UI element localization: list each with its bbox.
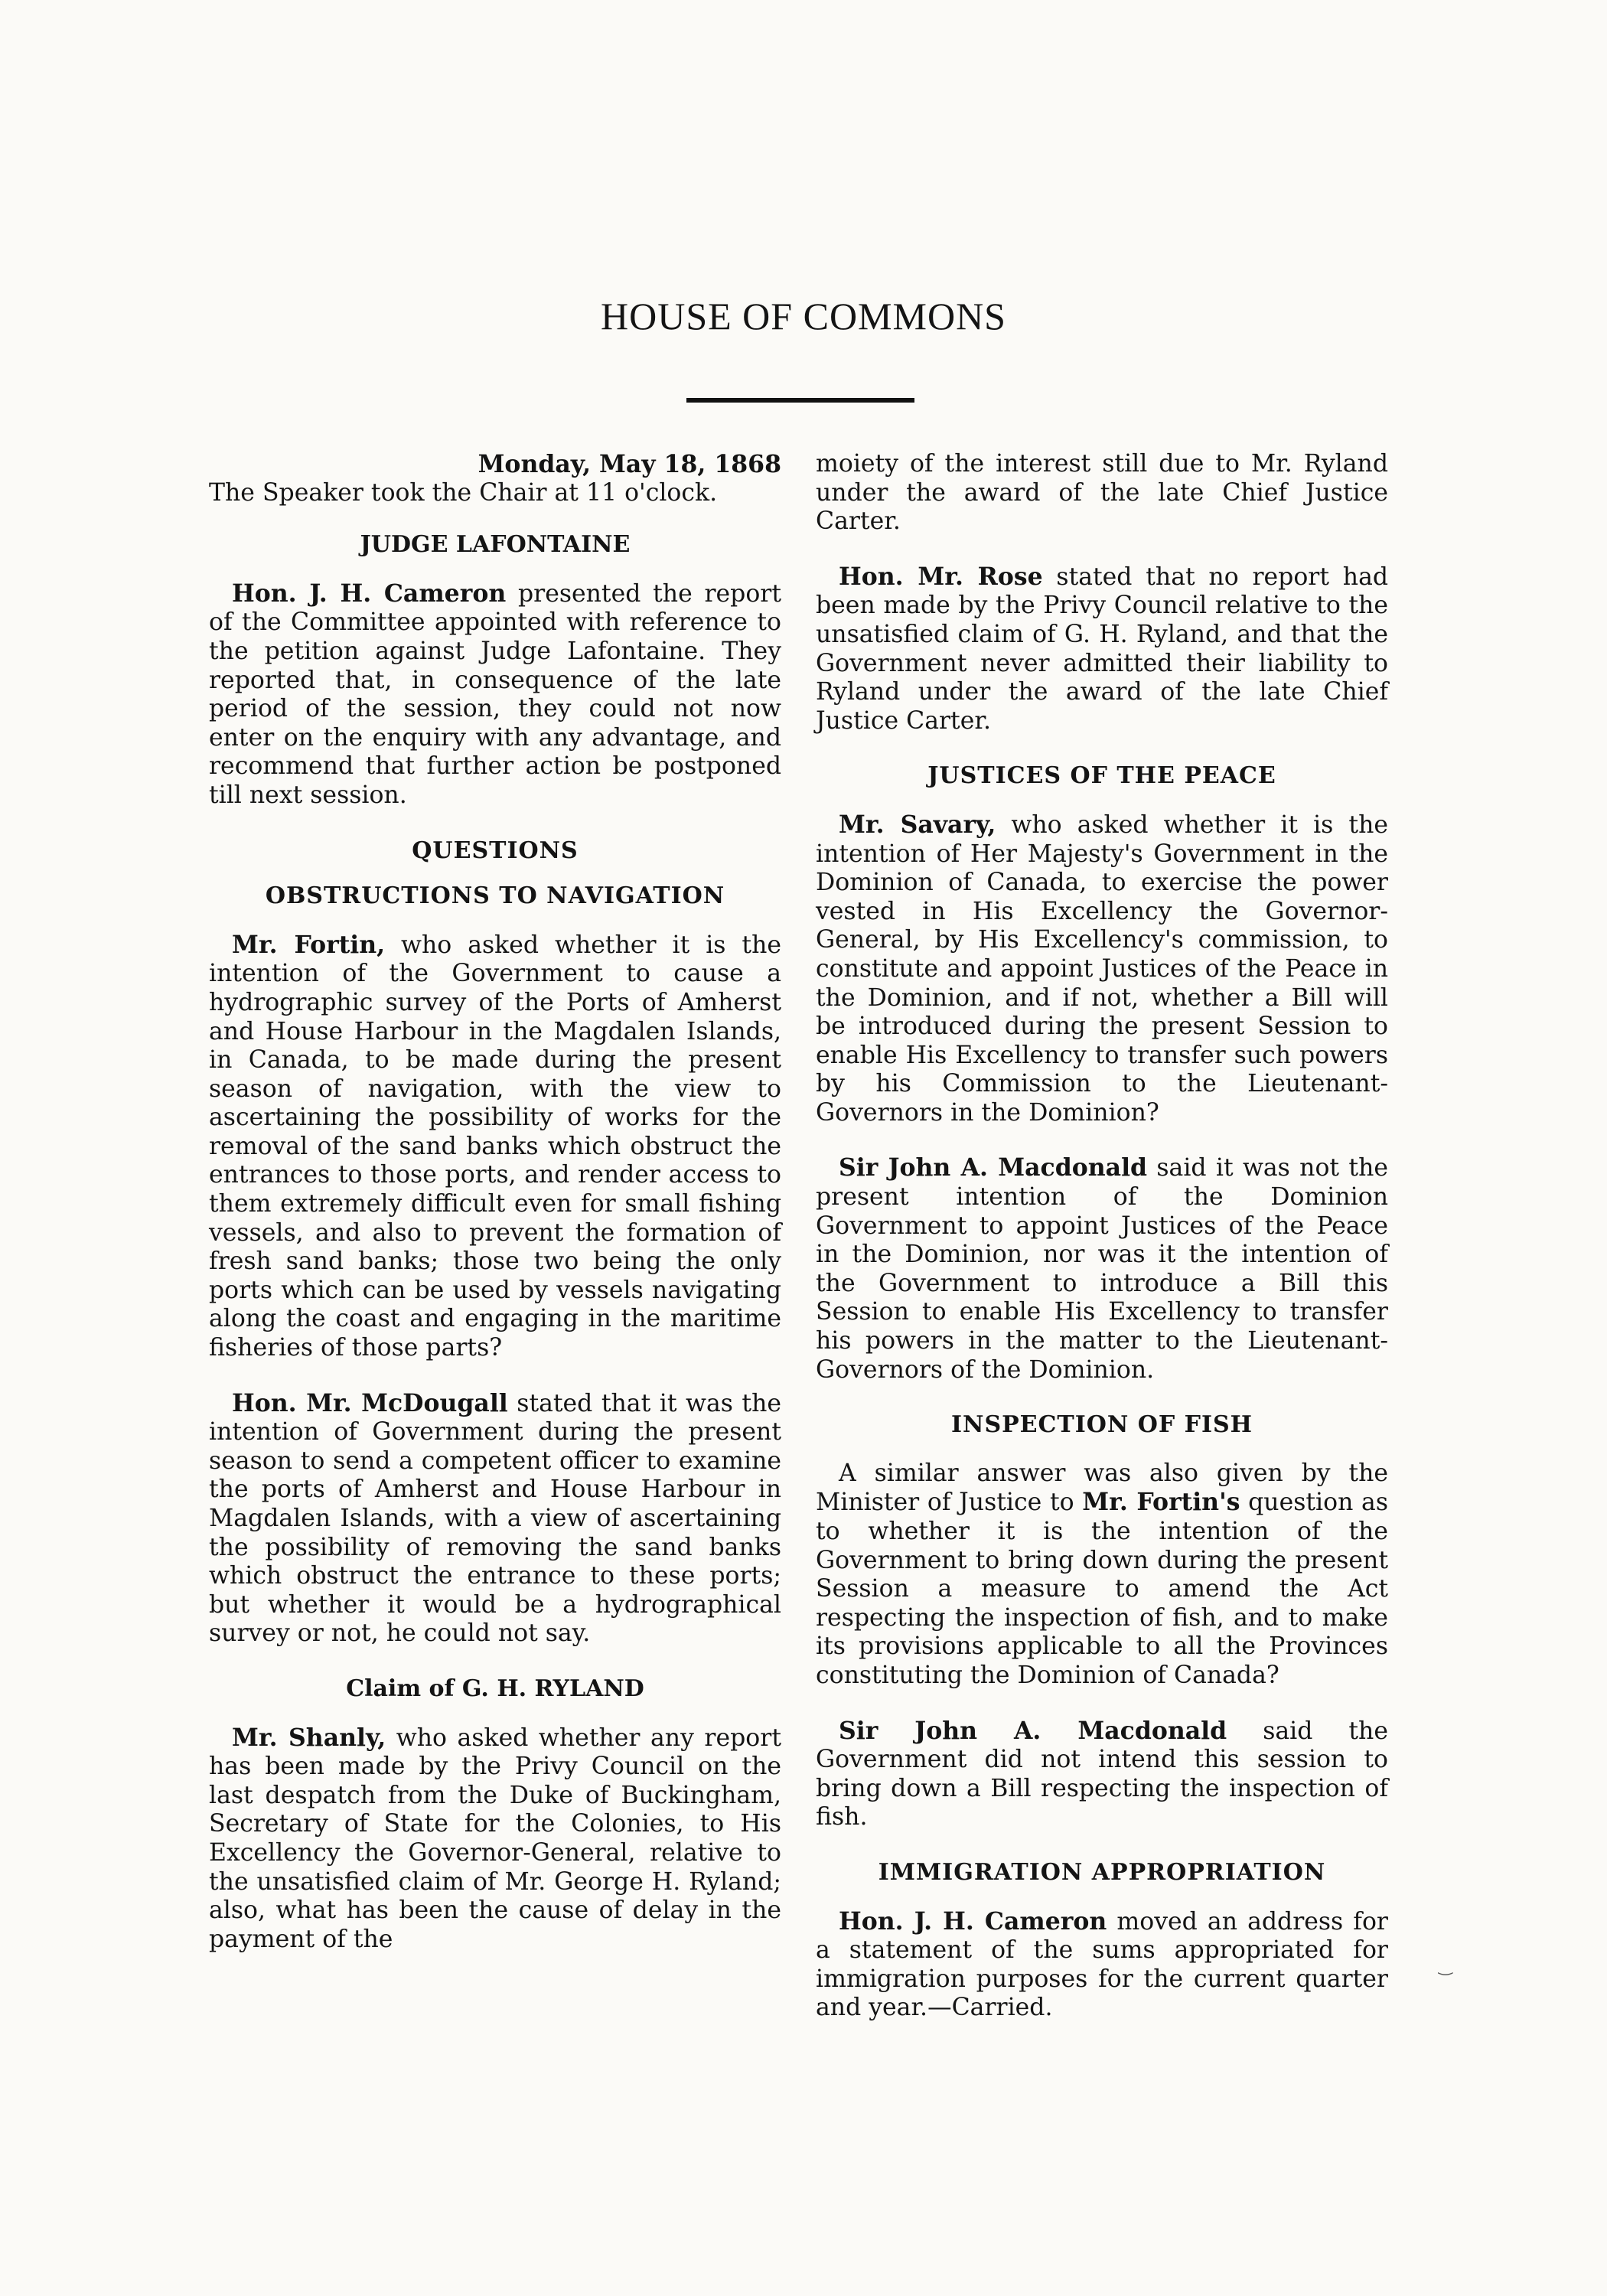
speaker-name: Mr. Fortin's [1082,1488,1240,1517]
left-column [209,450,781,1954]
speaker-name: Sir John A. Macdonald [839,1716,1227,1745]
paragraph-macdonald-answer-1: Sir John A. Macdonald said it was not the present intention of the Dominion Government to appoint Justices of the Peace in the Dominion, nor was it the intention of the Government to introduce a Bill this Session to enable His Excellency to transfer his powers in the matter to the Lieutenant-Governors of the Dominion. [816,1153,1388,1384]
right-column [816,450,1388,2023]
paragraph-rose-answer: Hon. Mr. Rose stated that no report had been made by the Privy Council relative to the unsatisfied claim of G. H. Ryland, and that the Government never admitted their liability to Ryland under the award of the late Chief Justice Carter. [816,562,1389,735]
speaker-name: Hon. J. H. Cameron [232,579,507,608]
sitting-date: Monday, May 18, 1868 [478,450,781,478]
section-heading-ryland-claim: Claim of G. H. RYLAND [346,1675,644,1702]
section-heading-immigration: IMMIGRATION APPROPRIATION [878,1858,1326,1886]
speaker-name: Sir John A. Macdonald [839,1153,1148,1182]
title-divider [686,398,914,403]
paragraph-savary-question: Mr. Savary, who asked whether it is the intention of Her Majesty's Government in the Dominion of Canada, to exercise the power vested in His Excellency the Governor-General, by His Excellency's commission, to constitute and appoint Justices of the Peace in the Dominion, and if not, whether a Bill will be introduced during the present Session to enable His Excellency to transfer such powers by his Commission to the Lieutenant-Governors in the Dominion? [816,810,1388,1127]
paragraph-shanly-question: Mr. Shanly, who asked whether any report has been made by the Privy Council on the last despatch from the Duke of Buckingham, Secretary of State for the Colonies, to His Excellency the Governor-General, relative to the unsatisfied claim of Mr. George H. Ryland; also, what has been the cause of delay in the payment of the [209,1723,781,1953]
speaker-name: Hon. Mr. Rose [839,562,1043,591]
speaker-name: Mr. Savary, [839,810,996,839]
section-heading-questions: QUESTIONS [412,837,579,864]
speaker-name: Hon. Mr. McDougall [232,1388,508,1417]
opening-line: The Speaker took the Chair at 11 o'clock. [209,478,718,507]
speaker-name: Mr. Shanly, [232,1723,386,1752]
paragraph-fish-question: A similar answer was also given by the Minister of Justice to Mr. Fortin's question as to whether it is the intention of the Government to bring down during the present Session a measure to amend the Act respecting the inspection of fish, and to make its provisions applicable to all the Provinces constituting the Dominion of Canada? [816,1459,1389,1689]
paragraph-cameron-report: Hon. J. H. Cameron presented the report of the Committee appointed with reference to the petition against Judge Lafontaine. They reported that, in consequence of the late period of the session, they could not now enter on the enquiry with any advantage, and recommend that further action be postponed till next session. [209,579,781,809]
paragraph-macdonald-answer-2: Sir John A. Macdonald said the Government did not intend this session to bring down a Bill respecting the inspection of fish. [816,1716,1388,1831]
page-title: HOUSE OF COMMONS [601,295,1006,338]
section-heading-judge-lafontaine: JUDGE LAFONTAINE [360,531,631,559]
section-heading-justices: JUSTICES OF THE PEACE [927,762,1276,790]
section-heading-fish: INSPECTION OF FISH [951,1411,1253,1439]
speaker-name: Hon. J. H. Cameron [839,1906,1107,1936]
margin-mark: ‿ [1439,1957,1452,1976]
paragraph-continuation: moiety of the interest still due to Mr. Ryland under the award of the late Chief Justice Carter. [816,450,1388,536]
speaker-name: Mr. Fortin, [232,930,386,959]
paragraph-cameron-motion: Hon. J. H. Cameron moved an address for a statement of the sums appropriated for immigration purposes for the current quarter and year.—Carried. [816,1906,1388,2022]
section-heading-obstructions: OBSTRUCTIONS TO NAVIGATION [265,882,725,910]
paragraph-fortin-question: Mr. Fortin, who asked whether it is the intention of the Government to cause a hydrographic survey of the Ports of Amherst and House Harbour in the Magdalen Islands, in Canada, to be made during the present season of navigation, with the view to ascertaining the possibility of works for the removal of the sand banks which obstruct the entrances to those ports, and render access to them extremely difficult even for small fishing vessels, and also to prevent the formation of fresh sand banks; those two being the only ports which can be used by vessels navigating along the coast and engaging in the maritime fisheries of those parts? [209,930,782,1362]
paragraph-mcdougall-answer: Hon. Mr. McDougall stated that it was the intention of Government during the present season to send a competent officer to examine the ports of Amherst and House Harbour in Magdalen Islands, with a view of ascertaining the possibility of removing the sand banks which obstruct the entrance to these ports; but whether it would be a hydrographical survey or not, he could not say. [209,1388,781,1648]
